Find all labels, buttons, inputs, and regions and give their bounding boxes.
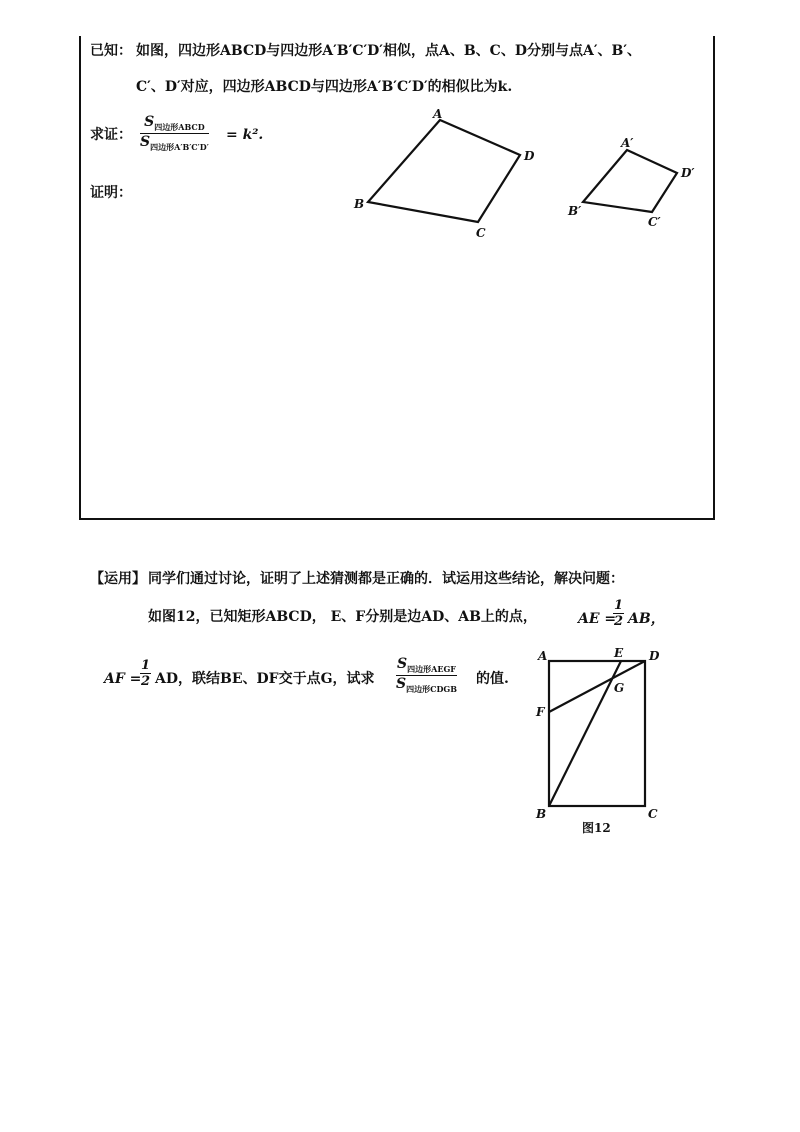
- given-line-2: C′、D′对应，四边形ABCD与四边形A′B′C′D′的相似比为k.: [136, 79, 513, 95]
- label-C: C: [476, 226, 486, 240]
- apply-intro: 同学们通过讨论，证明了上述猜测都是正确的．试运用这些结论，解决问题：: [148, 571, 624, 587]
- fig12-label-D: D: [649, 649, 660, 663]
- label-B: B: [354, 197, 365, 211]
- figure-12-caption: 图12: [582, 821, 611, 835]
- half-denominator: 2: [613, 614, 624, 629]
- prove-denominator: $S_{四边形A'B'C'D'}$: [140, 133, 209, 152]
- segment-BE: [549, 661, 621, 806]
- ae-lhs: AE =: [578, 611, 617, 627]
- fig12-label-B: B: [536, 807, 547, 821]
- prove-label: 求证：: [90, 127, 132, 143]
- given-label: 已知：: [90, 43, 132, 59]
- ratio-denominator: $S_{四边形CDGB}$: [396, 675, 458, 694]
- apply-tag: 【运用】: [90, 571, 146, 587]
- fig12-label-A: A: [538, 649, 548, 663]
- fig12-label-C: C: [648, 807, 658, 821]
- proof-label: 证明：: [90, 185, 132, 201]
- prove-numerator: $S_{四边形ABCD}$: [144, 114, 205, 132]
- af-rhs: AD，联结BE、DF交于点G，试求: [155, 671, 375, 687]
- segment-FD: [549, 661, 645, 712]
- fig12-label-E: E: [614, 646, 624, 660]
- fig12-label-F: F: [536, 705, 545, 719]
- apply-tail: 的值.: [476, 671, 509, 687]
- af-lhs: AF =: [104, 671, 142, 687]
- half-denominator: 2: [140, 674, 151, 689]
- given-line-1: 如图，四边形ABCD与四边形A′B′C′D′相似，点A、B、C、D分别与点A′、B′、: [136, 43, 642, 59]
- ae-rhs: AB，: [628, 611, 665, 627]
- label-B-prime: B′: [568, 204, 582, 218]
- half-numerator: 1: [613, 598, 624, 613]
- half-numerator: 1: [140, 658, 151, 673]
- rectangle-ABCD: [549, 661, 645, 806]
- prove-rhs: = k².: [226, 127, 264, 143]
- label-A-prime: A′: [621, 136, 634, 150]
- ratio-numerator: $S_{四边形AEGF}$: [397, 656, 456, 674]
- apply-line-1: 如图12，已知矩形ABCD， E、F分别是边AD、AB上的点，: [148, 609, 537, 625]
- label-D: D: [524, 149, 535, 163]
- fig12-label-G: G: [614, 681, 625, 695]
- label-D-prime: D′: [681, 166, 695, 180]
- label-A: A: [433, 107, 443, 121]
- label-C-prime: C′: [648, 215, 661, 229]
